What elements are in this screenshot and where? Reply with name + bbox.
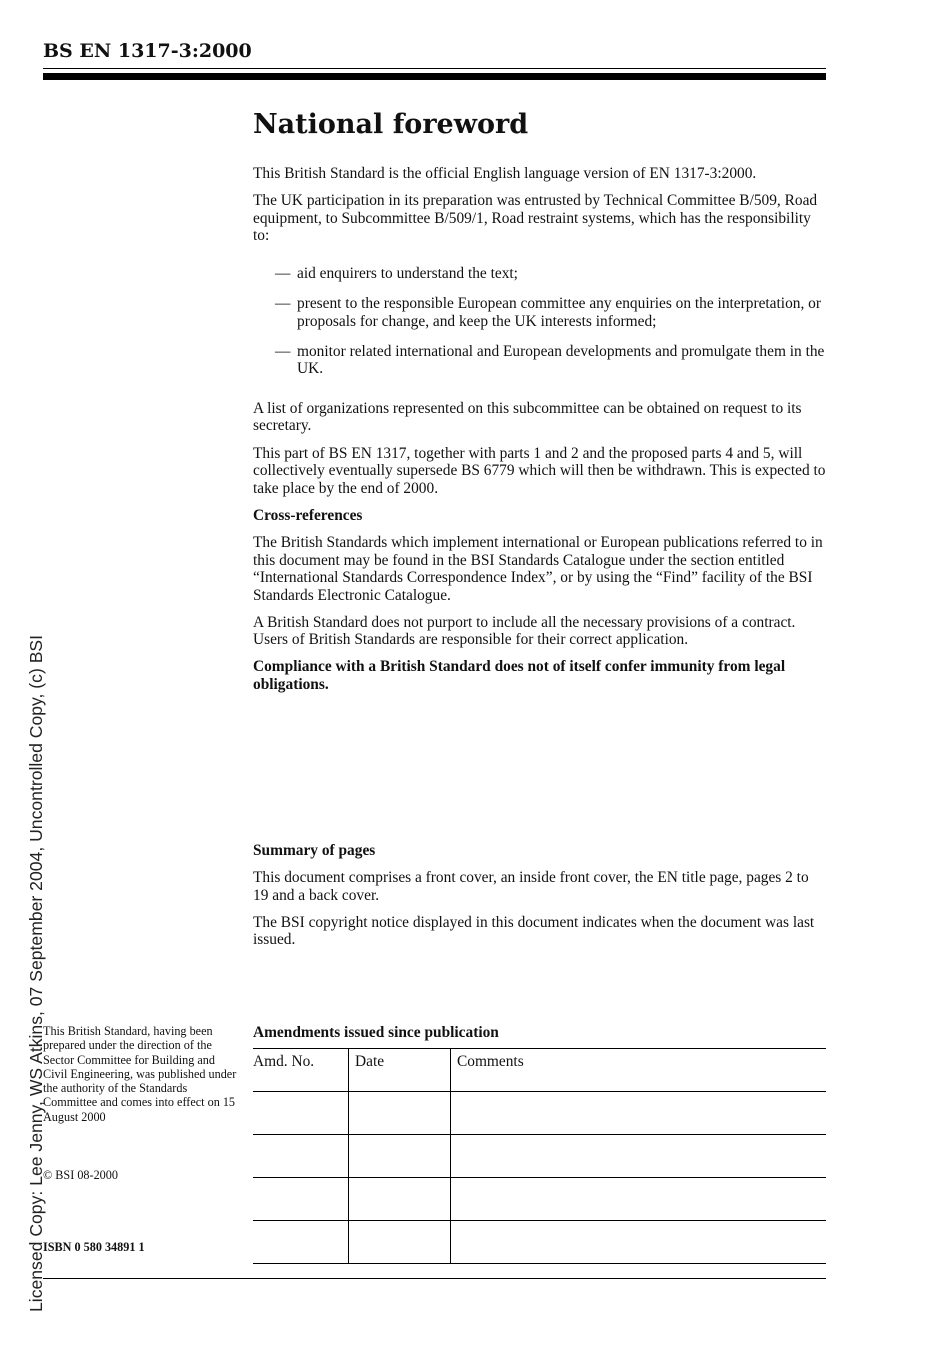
table-cell <box>253 1135 349 1178</box>
list-item-text: present to the responsible European committee any enquiries on the interpretation, or proposals for change, and keep the UK interests informed; <box>297 294 821 330</box>
table-cell <box>349 1092 451 1135</box>
dash-marker: — <box>275 294 291 312</box>
column-header-amd-no: Amd. No. <box>253 1049 349 1092</box>
table-cell <box>349 1178 451 1221</box>
column-header-comments: Comments <box>451 1049 827 1092</box>
list-item <box>253 265 827 283</box>
dash-marker: — <box>275 342 291 360</box>
table-cell <box>349 1221 451 1264</box>
amendments-table <box>253 1048 826 1264</box>
cross-references-heading: Cross-references <box>253 506 363 524</box>
page-title: National foreword <box>253 109 529 140</box>
paragraph-official-version: This British Standard is the official English language version of EN 1317-3:2000. <box>253 165 757 182</box>
table-row <box>253 1135 826 1178</box>
list-item <box>253 295 827 330</box>
table-row <box>253 1178 826 1221</box>
header-rule-thick <box>43 73 826 80</box>
copyright-notice: © BSI 08-2000 <box>43 1168 118 1182</box>
responsibility-list <box>253 265 827 378</box>
isbn: ISBN 0 580 34891 1 <box>43 1240 145 1254</box>
table-cell <box>253 1092 349 1135</box>
list-item <box>253 343 827 378</box>
paragraph-participation: The UK participation in its preparation was entrusted by Technical Committee B/509, Road equipment, to Subcommittee B/509/1, Road restraint systems, which has the responsibility to: <box>253 192 818 245</box>
paragraph-cross-references: The British Standards which implement international or European publications referred to in this document may be found in the BSI Standards Catalogue under the section entitled “International Standards Correspondence Index”, or by using the “Find” facility of the BSI Standards Electronic Catalogue. <box>253 533 823 604</box>
summary-heading: Summary of pages <box>253 842 376 859</box>
table-cell <box>451 1135 827 1178</box>
license-watermark: Licensed Copy: Lee Jenny, WS Atkins, 07 September 2004, Uncontrolled Copy, (c) BSI <box>26 634 46 1312</box>
summary-paragraph-contents: This document comprises a front cover, an inside front cover, the EN title page, pages 2 to 19 and a back cover. <box>253 869 809 904</box>
paragraph-supersede: This part of BS EN 1317, together with parts 1 and 2 and the proposed parts 4 and 5, will collectively eventually supersede BS 6779 which will then be withdrawn. This is expected to take place by the end of 2000. <box>253 444 826 497</box>
compliance-statement: Compliance with a British Standard does not of itself confer immunity from legal obligations. <box>253 658 786 694</box>
paragraph-provisions: A British Standard does not purport to include all the necessary provisions of a contract. Users of British Standards are responsible for their correct application. <box>253 613 796 649</box>
paragraph-organizations: A list of organizations represented on this subcommittee can be obtained on request to its secretary. <box>253 399 802 435</box>
document-id: BS EN 1317-3:2000 <box>43 40 252 62</box>
summary-paragraph-copyright: The BSI copyright notice displayed in this document indicates when the document was last issued. <box>253 913 815 949</box>
amendments-title: Amendments issued since publication <box>253 1024 499 1041</box>
publication-note: This British Standard, having been prepared under the direction of the Sector Committee for Building and Civil Engineering, was published under the authority of the Standards Committee and comes into effect on 15 August 2000 <box>43 1024 237 1124</box>
header-rule-thin <box>43 68 826 69</box>
table-cell <box>451 1221 827 1264</box>
list-item-text: monitor related international and European developments and promulgate them in the UK. <box>297 342 825 378</box>
footer-rule <box>43 1278 826 1279</box>
column-header-date: Date <box>349 1049 451 1092</box>
table-cell <box>451 1178 827 1221</box>
table-cell <box>253 1221 349 1264</box>
list-item-text: aid enquirers to understand the text; <box>297 264 518 282</box>
national-foreword-section <box>253 108 827 703</box>
table-cell <box>253 1178 349 1221</box>
dash-marker: — <box>275 264 291 282</box>
table-row <box>253 1221 826 1264</box>
table-header-row <box>253 1049 826 1092</box>
table-cell <box>451 1092 827 1135</box>
table-cell <box>349 1135 451 1178</box>
summary-of-pages-section <box>253 842 827 958</box>
table-row <box>253 1092 826 1135</box>
